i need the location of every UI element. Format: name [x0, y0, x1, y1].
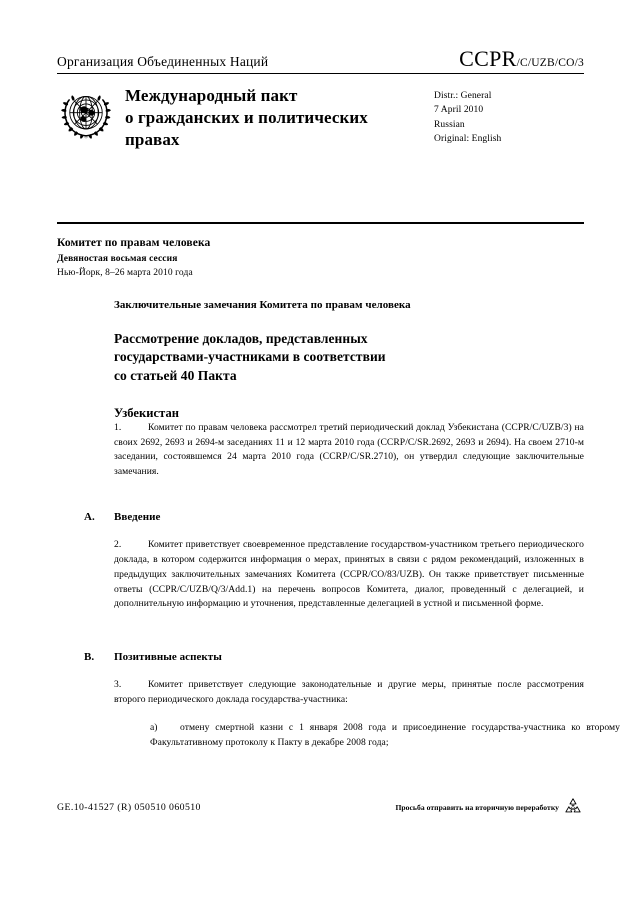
distr-line: Distr.: General: [434, 91, 492, 101]
paragraph-1: [114, 421, 584, 480]
country-heading: Узбекистан: [114, 405, 180, 420]
section-a-heading: [84, 511, 584, 523]
committee-place-date: Нью-Йорк, 8–26 марта 2010 года: [57, 267, 193, 278]
document-symbol-main: CCPR: [459, 46, 517, 71]
distr-language: Russian: [434, 119, 465, 130]
pact-title-line-2: о гражданских и политических: [125, 108, 368, 128]
page-footer: [57, 796, 584, 818]
paragraph-1-text: Комитет по правам человека рассмотрел третий периодический доклад Узбекистана (CCPR/C/UZB/3) на своих 2692, 2693 и 2694-м заседаниях 11 и 12 марта 2010 года (CCRP/C/SR.2692, 2693 и 2694). На своем 2710-м заседании, состоявшемся 24 марта 2010 года (CCRP/C/SR.2710), он утвердил следующие заключительные замечания.: [114, 421, 584, 478]
header-bottom-rule: [57, 222, 584, 224]
pact-title-line-1: Международный пакт: [125, 86, 298, 105]
paragraph-3-number: 3.: [114, 679, 122, 690]
paragraph-3: [114, 678, 584, 708]
pact-title-line-3: правах: [125, 130, 180, 150]
document-body: [114, 298, 584, 480]
organization-name: Организация Объединенных Наций: [57, 54, 269, 70]
masthead: [57, 48, 584, 151]
section-b-letter: B.: [84, 651, 95, 663]
un-emblem-icon: [57, 86, 115, 144]
main-heading-line-3: со статьей 40 Пакта: [114, 368, 237, 384]
paragraph-3a-text: отмену смертной казни с 1 января 2008 года и присоединение государства-участника ко второму Факультативному протоколу к Пакту в декабре 2008 года;: [150, 722, 620, 748]
paragraph-3a: [114, 721, 620, 751]
paragraph-2-number: 2.: [114, 539, 122, 550]
committee-session: Девяностая восьмая сессия: [57, 253, 178, 264]
main-heading-line-2: государствами-участниками в соответствии: [114, 349, 386, 365]
distribution-block: [434, 84, 584, 147]
title-row: [57, 84, 584, 151]
distr-date: 7 April 2010: [434, 105, 484, 116]
distr-original: Original: English: [434, 134, 502, 145]
paragraph-2-text: Комитет приветствует своевременное представление государством-участником третьего периодического доклада, в котором содержится информация о мерах, принятых в связи с рядом рекомендаций, изложенных в предыдущих заключительных замечаниях Комитета (CCPR/CO/83/UZB). Он также приветствует письменные ответы (CCPR/C/UZB/Q/3/Add.1) на перечень вопросов Комитета, диалог, проведенный с делегацией, и дополнительную информацию и уточнения, представленные делегацией в устной и письменной форме.: [114, 539, 584, 610]
recycling-icon: [562, 796, 584, 818]
section-b-heading: [84, 651, 584, 663]
footer-recycle-block: [395, 796, 584, 818]
paragraph-3-text: Комитет приветствует следующие законодательные и другие меры, принятые после рассмотрения второго периодического доклада государства-участника:: [114, 679, 584, 705]
footer-recycle-text: Просьба отправить на вторичную переработку: [395, 802, 559, 812]
section-a-letter: A.: [84, 511, 95, 523]
footer-document-code: GE.10-41527 (R) 050510 060510: [57, 801, 201, 813]
section-b-title: Позитивные аспекты: [114, 651, 222, 663]
paragraph-1-number: 1.: [114, 421, 122, 433]
masthead-divider: [57, 73, 584, 74]
paragraph-3a-number: a): [150, 722, 158, 733]
organization-row: [57, 48, 584, 72]
pact-title: [125, 84, 426, 151]
document-symbol-sub: /C/UZB/CO/3: [516, 57, 584, 69]
main-heading: [114, 330, 584, 386]
main-heading-line-1: Рассмотрение докладов, представленных: [114, 330, 368, 346]
committee-block: [57, 236, 584, 280]
section-a-title: Введение: [114, 511, 161, 523]
concluding-observations-subtitle: Заключительные замечания Комитета по правам человека: [114, 299, 411, 311]
committee-name: Комитет по правам человека: [57, 237, 211, 249]
document-symbol: [459, 48, 584, 70]
paragraph-2: [114, 538, 584, 612]
